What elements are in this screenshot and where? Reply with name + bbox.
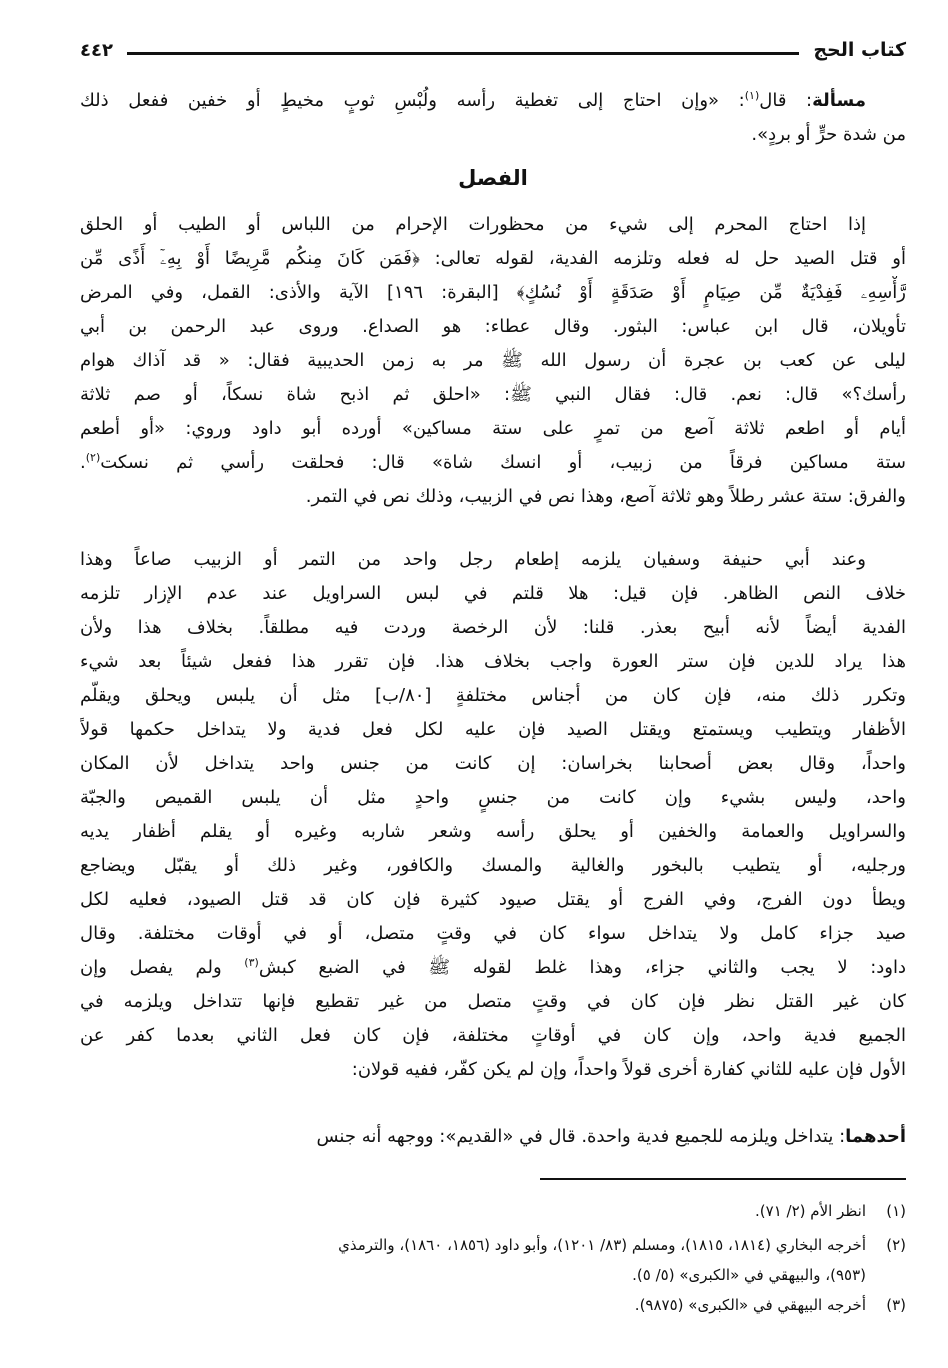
text-line: خلاف النص الظاهر. فإن قيل: هلا قلتم في لبس السراويل عند عدم الإزار تلزمه — [80, 583, 906, 604]
footnote-number: (٣) — [886, 1296, 906, 1314]
text: داود: لا يجب والثاني جزاء، وهذا غلط لقوله ﷺ في الضبع كبش — [258, 957, 906, 978]
text: ستة مساكين فرقاً من زبيب، أو انسك شاة» قال: فحلقت رأسي ثم نسكت — [100, 452, 906, 473]
text-line: صيد جزاء كامل ولا يتداخل سواء كان في وقتٍ متصل، أو في أوقات مختلفة. وقال — [80, 923, 906, 944]
footnote-ref-3[interactable]: (٣) — [244, 956, 259, 969]
text-line — [80, 1120, 906, 1154]
footnote-text: أخرجه البخاري (١٨١٤، ١٨١٥)، ومسلم (٨٣/ ١٢٠١)، وأبو داود (١٨٥٦، ١٨٦٠)، والترمذي — [338, 1236, 866, 1254]
masala-text: : قال — [759, 90, 813, 111]
text-line — [80, 951, 906, 985]
text-line: وتكرر ذلك منه، فإن كان من أجناس مختلفةٍ [٨٠/ب] مثل أن يلبس ويحلق ويقلّم — [80, 685, 906, 706]
text-line: تأويلان، قال ابن عباس: البثور. وقال عطاء: هو الصداع. وروى عبد الرحمن بن أبي — [80, 316, 906, 337]
text-line: الفدية أيضاً لأنه أبيح بعذر. قلنا: لأن الرخصة وردت فيه مطلقاً. بخلاف هذا ولأن — [80, 617, 906, 638]
text-line: أيام أو اطعم ثلاثة آصع من تمرٍ على ستة مساكين» أورده أبو داود وروي: «أو أطعم — [80, 418, 906, 439]
text-line: رأسك؟» قال: نعم. قال: فقال النبي ﷺ: «احلق ثم اذبح شاة نسكاً، أو صم ثلاثة — [80, 384, 906, 405]
text: : يتداخل ويلزمه للجميع فدية واحدة. قال في «القديم»: ووجهه أنه جنس — [316, 1126, 846, 1147]
text-line: واحداً، وقال بعض أصحابنا بخراسان: إن كانت من جنس واحد يتداخل لأن المكان — [80, 753, 906, 774]
text-line: هذا يراد للدين فإن ستر العورة واجب بخلاف هذا. فإن تقرر هذا ففعل شيئاً بعد شيء — [80, 651, 906, 672]
masala-block — [80, 84, 906, 152]
text-line: أو قتل الصيد حل له فعله وتلزمه الفدية، لقوله تعالى: ﴿فَمَن كَانَ مِنكُم مَّرِيضًا أَوْ بِهِۦٓ أَذًى مِّن — [80, 248, 906, 269]
masala-text: : «وإن احتاج إلى تغطية رأسه ولُبْسِ ثوبٍ مخيطٍ أو خفين ففعل ذلك — [80, 90, 745, 111]
text: ولم يفصل وإن — [80, 957, 245, 978]
footnote-text: (٩٥٣)، والبيهقي في «الكبرى» (٥/ ٥). — [632, 1266, 866, 1284]
footnote-ref-1[interactable]: (١) — [744, 89, 760, 102]
footnote-text: أخرجه البيهقي في «الكبرى» (٩٨٧٥). — [634, 1296, 866, 1314]
footnote-text: انظر الأم (٢/ ٧١). — [755, 1202, 866, 1220]
paragraph-2 — [80, 543, 906, 1087]
text-line: والسراويل والعمامة والخفين أو يحلق رأسه وشعر شاربه وغيره أو يقلم أظفار يديه — [80, 821, 906, 842]
text-line: ويطأ دون الفرج، وفي الفرج أو يقتل صيود كثيرة فإن كان قد قتل الصيود، فعليه لكل — [80, 889, 906, 910]
header-rule — [127, 52, 799, 55]
paragraph-1 — [80, 208, 906, 514]
section-title: الفصل — [458, 166, 528, 190]
text-line: رَّأْسِهِۦ فَفِدْيَةٌ مِّن صِيَامٍ أَوْ صَدَقَةٍ أَوْ نُسُكٍ﴾ [البقرة: ١٩٦] الآية والأذى: القمل، وفي المرض — [80, 282, 906, 303]
text-line: إذا احتاج المحرم إلى شيء من محظورات الإحرام من اللباس أو الطيب أو الحلق — [80, 214, 866, 235]
footnote-3 — [80, 1290, 906, 1320]
masala-line — [80, 84, 906, 118]
footnote-number: (٢) — [886, 1236, 906, 1254]
text-line: الجميع فدية واحد، وإن كان في أوقاتٍ مختلفة، فإن كان فعل الثاني بعدما كفر عن — [80, 1025, 906, 1046]
text-line: ليلى عن كعب بن عجرة أن رسول الله ﷺ مر به زمن الحديبية فقال: « قد آذاك هوام — [80, 350, 906, 371]
footnote-1 — [80, 1196, 906, 1226]
text-line: الأظفار ويتطيب ويستمتع ويقتل الصيد فإن عليه لكل فعل فدية ولا يتداخل حكمها قولاً — [80, 719, 906, 740]
text-line: ورجليه، أو يتطيب بالبخور والغالية والمسك والكافور، وغير ذلك أو يقبّل ويضاجع — [80, 855, 906, 876]
paragraph-3 — [80, 1120, 906, 1154]
footnote-separator — [540, 1178, 906, 1180]
masala-label: مسألة — [812, 90, 866, 111]
running-header — [80, 34, 906, 66]
footnote-2 — [80, 1230, 906, 1290]
footnote-number: (١) — [886, 1202, 906, 1220]
masala-line: من شدة حرٍّ أو بردٍ». — [751, 124, 906, 145]
text-line — [80, 446, 906, 480]
footnote-ref-2[interactable]: (٢) — [85, 451, 101, 464]
text-line: والفرق: ستة عشر رطلاً وهو ثلاثة آصع، وهذا نص في الزبيب، وذلك نص في التمر. — [305, 486, 906, 507]
page-number: ٤٤٢ — [80, 39, 113, 61]
para3-label: أحدهما — [845, 1126, 906, 1147]
text-line: وعند أبي حنيفة وسفيان يلزمه إطعام رجل واحد من التمر أو الزبيب صاعاً وهذا — [80, 549, 866, 570]
text: . — [80, 452, 86, 473]
text-line: كان غير القتل نظر فإن كان في وقتٍ متصل من غير تقطيع فإنها تتداخل ويلزمه في — [80, 991, 906, 1012]
chapter-title: كتاب الحج — [813, 39, 906, 61]
text-line: واحد، وليس بشيء وإن كانت من جنسٍ واحدٍ مثل أن يلبس القميص والجبّة — [80, 787, 906, 808]
text-line: الأول فإن عليه للثاني كفارة أخرى قولاً واحداً، وإن لم يكن كفّر، ففيه قولان: — [351, 1059, 906, 1080]
